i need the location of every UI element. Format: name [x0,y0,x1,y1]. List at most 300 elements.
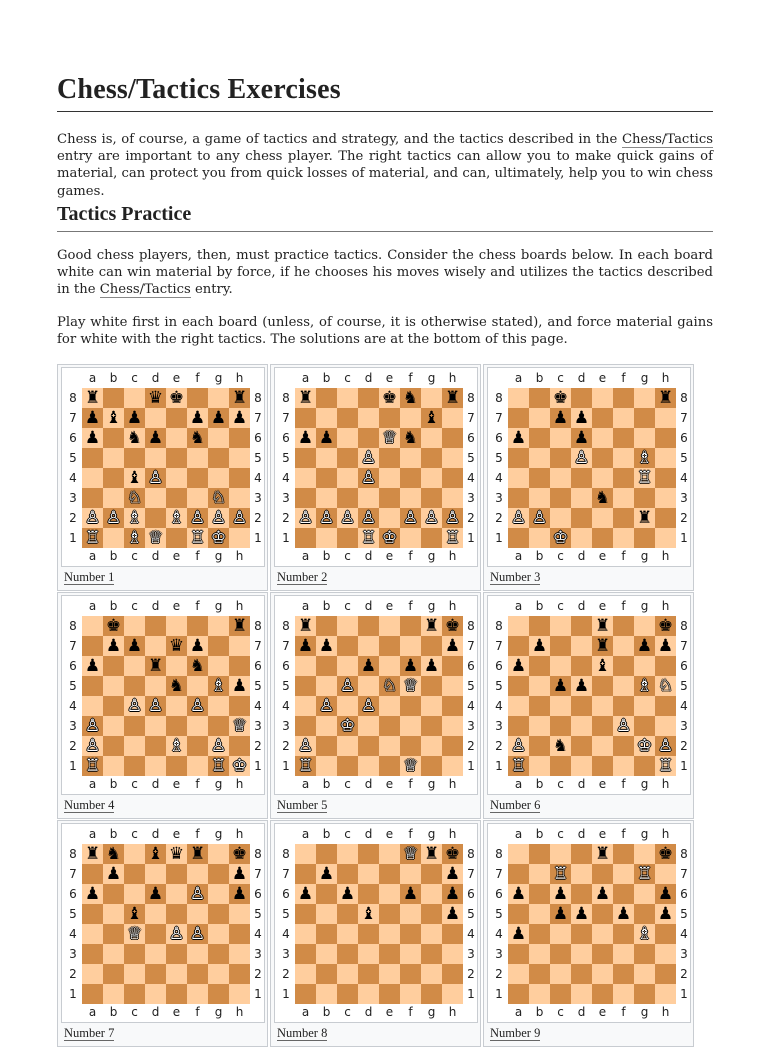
board-square [529,904,550,924]
black-pawn-icon: ♟ [147,883,164,904]
black-rook-icon: ♜ [423,615,440,636]
black-bishop-icon: ♝ [126,467,143,488]
rank-labels-right [676,844,692,1004]
file-label: e [598,1005,607,1019]
board-cell [483,592,694,819]
board-square [295,468,316,488]
board-square [295,636,316,656]
file-label: a [301,827,310,841]
file-label: a [514,549,523,563]
file-label: g [214,549,223,563]
board-square [379,964,400,984]
board-square [421,736,442,756]
board-square [82,656,103,676]
white-queen-icon: ♕ [231,715,248,736]
rank-label: 2 [254,739,262,753]
file-label: a [514,371,523,385]
rank-label: 6 [467,659,475,673]
rank-label: 2 [495,739,503,753]
white-king-icon: ♔ [231,755,248,776]
black-pawn-icon: ♟ [402,883,419,904]
board-square [145,488,166,508]
chessboard [82,844,250,1004]
file-labels-top [82,371,250,387]
board-square [295,904,316,924]
file-label: c [344,371,351,385]
file-label: g [214,777,223,791]
board-square [655,468,676,488]
file-label: c [344,599,351,613]
board-square [229,508,250,528]
board-square [229,676,250,696]
board-cell [483,364,694,591]
board-caption-link[interactable]: Number 8 [277,1026,328,1040]
board-square [634,864,655,884]
black-king-icon: ♚ [444,615,461,636]
board-square [571,944,592,964]
board-square [358,696,379,716]
board-square [655,904,676,924]
board-square [166,736,187,756]
board-square [508,964,529,984]
file-label: d [577,1005,586,1019]
file-label: c [344,1005,351,1019]
board-square [571,736,592,756]
rank-label: 1 [69,987,77,1001]
black-rook-icon: ♜ [84,387,101,408]
board-square [592,428,613,448]
board-square [295,716,316,736]
board-square [316,508,337,528]
black-queen-icon: ♛ [147,387,164,408]
board-square [187,716,208,736]
board-square [421,636,442,656]
board-square [187,388,208,408]
board-square [529,944,550,964]
board-square [421,864,442,884]
rank-label: 1 [254,987,262,1001]
board-square [613,864,634,884]
file-label: b [322,827,331,841]
board-square [529,616,550,636]
black-knight-icon: ♞ [402,427,419,448]
board-square [166,528,187,548]
board-square [571,756,592,776]
board-square [592,964,613,984]
board-square [529,884,550,904]
board-square [82,508,103,528]
board-square [571,388,592,408]
board-square [166,844,187,864]
file-labels-bottom [82,777,250,793]
white-pawn-icon: ♙ [423,507,440,528]
board-square [229,408,250,428]
rank-label: 2 [282,511,290,525]
board-square [82,388,103,408]
board-square [379,884,400,904]
board-square [550,528,571,548]
board-square [337,528,358,548]
file-label: g [427,777,436,791]
black-rook-icon: ♜ [594,635,611,656]
board-square [358,984,379,1004]
file-label: g [427,827,436,841]
board-square [337,636,358,656]
board-square [187,984,208,1004]
rank-label: 3 [467,491,475,505]
board-square [379,904,400,924]
board-square [208,468,229,488]
board-square [571,984,592,1004]
board-square [379,528,400,548]
rank-label: 3 [680,947,688,961]
file-label: g [214,1005,223,1019]
board-square [508,884,529,904]
rank-label: 2 [282,739,290,753]
board-square [508,388,529,408]
file-label: e [172,827,181,841]
board-square [316,656,337,676]
board-square [208,864,229,884]
rank-label: 6 [680,659,688,673]
board-square [145,944,166,964]
board-square [634,528,655,548]
file-label: d [151,371,160,385]
board-square [337,616,358,636]
white-pawn-icon: ♙ [360,695,377,716]
board-square [208,636,229,656]
file-label: d [364,549,373,563]
board-square [358,924,379,944]
white-pawn-icon: ♙ [147,695,164,716]
board-square [82,616,103,636]
board-square [337,676,358,696]
board-square [634,716,655,736]
file-label: d [151,599,160,613]
white-pawn-icon: ♙ [84,715,101,736]
file-label: h [448,599,457,613]
board-caption-link[interactable]: Number 3 [490,570,541,584]
board-square [613,448,634,468]
rank-label: 6 [495,887,503,901]
board-square [337,428,358,448]
board-caption-link[interactable]: Number 2 [277,570,328,584]
board-square [358,736,379,756]
white-pawn-icon: ♙ [510,507,527,528]
board-square [124,408,145,428]
board-square [442,656,463,676]
board-square [208,924,229,944]
board-caption-link[interactable]: Number 9 [490,1026,541,1040]
rank-label: 4 [69,699,77,713]
board-square [379,408,400,428]
board-square [316,408,337,428]
board-square [655,924,676,944]
rank-label: 5 [282,679,290,693]
board-square [442,696,463,716]
black-king-icon: ♚ [657,615,674,636]
rank-label: 2 [467,511,475,525]
board-square [295,428,316,448]
board-square [571,488,592,508]
chess-tactics-link[interactable]: Chess/Tactics [621,132,713,147]
board-square [379,448,400,468]
file-label: e [172,549,181,563]
board-square [400,616,421,636]
black-pawn-icon: ♟ [231,407,248,428]
board-square [187,428,208,448]
board-square [550,716,571,736]
board-square [187,944,208,964]
board-square [337,944,358,964]
rank-label: 7 [495,867,503,881]
white-bishop-icon: ♗ [126,527,143,548]
board-square [103,636,124,656]
board-square [508,428,529,448]
rank-label: 8 [495,847,503,861]
board-square [634,676,655,696]
board-square [316,716,337,736]
chessboard [295,388,463,548]
file-label: h [235,827,244,841]
board-square [634,696,655,716]
board-caption-link[interactable]: Number 5 [277,798,328,812]
board-square [634,468,655,488]
rank-label: 7 [69,411,77,425]
file-label: b [109,1005,118,1019]
black-pawn-icon: ♟ [297,635,314,656]
board-square [550,676,571,696]
file-label: d [364,1005,373,1019]
board-square [337,864,358,884]
file-label: d [577,827,586,841]
white-rook-icon: ♖ [636,467,653,488]
white-pawn-icon: ♙ [105,507,122,528]
board-square [613,408,634,428]
board-square [337,408,358,428]
board-square [400,388,421,408]
rank-label: 8 [680,847,688,861]
file-label: c [557,777,564,791]
board-square [529,388,550,408]
rank-label: 4 [254,927,262,941]
intro-paragraph [57,131,713,200]
rank-label: 7 [282,639,290,653]
board-square [634,884,655,904]
board-square [145,408,166,428]
board-square [634,448,655,468]
black-rook-icon: ♜ [231,387,248,408]
file-label: g [214,599,223,613]
board-square [82,636,103,656]
white-pawn-icon: ♙ [360,507,377,528]
chess-tactics-link-2[interactable]: Chess/Tactics [99,282,191,298]
board-square [82,924,103,944]
black-pawn-icon: ♟ [84,883,101,904]
white-pawn-icon: ♙ [318,507,335,528]
file-label: a [88,827,97,841]
board-square [316,676,337,696]
board-square [655,428,676,448]
practice-text-2: entry. [190,282,233,298]
board-caption-link[interactable]: Number 1 [64,570,115,584]
black-bishop-icon: ♝ [594,655,611,676]
rank-labels-left [65,616,81,776]
file-labels-top [508,827,676,843]
black-pawn-icon: ♟ [573,675,590,696]
rank-label: 1 [282,531,290,545]
board-square [145,388,166,408]
board-square [208,964,229,984]
practice-paragraph [57,247,713,299]
board-square [529,448,550,468]
file-label: g [640,777,649,791]
rank-labels-left [491,844,507,1004]
file-label: b [535,599,544,613]
board-square [187,696,208,716]
board-square [508,488,529,508]
file-labels-bottom [82,1005,250,1021]
board-square [208,616,229,636]
board-square [166,964,187,984]
file-label: d [151,777,160,791]
board-caption-link[interactable]: Number 6 [490,798,541,812]
file-label: b [109,549,118,563]
board-square [400,528,421,548]
board-square [124,388,145,408]
board-square [103,716,124,736]
rank-label: 1 [495,759,503,773]
black-rook-icon: ♜ [147,655,164,676]
board-square [82,844,103,864]
board-square [529,964,550,984]
board-square [337,388,358,408]
board-square [358,428,379,448]
chessboard [82,388,250,548]
board-caption [490,570,540,585]
rank-label: 4 [467,927,475,941]
board-square [655,844,676,864]
board-square [103,448,124,468]
rank-label: 6 [495,659,503,673]
board-square [508,656,529,676]
board-square [229,696,250,716]
board-square [103,616,124,636]
black-pawn-icon: ♟ [510,427,527,448]
board-square [145,636,166,656]
rank-label: 7 [467,639,475,653]
board-square [337,716,358,736]
board-square [295,964,316,984]
board-square [145,884,166,904]
board-square [379,676,400,696]
board-square [337,468,358,488]
board-square [229,428,250,448]
board-square [208,528,229,548]
rank-label: 3 [467,719,475,733]
board-square [316,636,337,656]
board-caption-link[interactable]: Number 7 [64,1026,115,1040]
white-knight-icon: ♘ [210,487,227,508]
black-bishop-icon: ♝ [423,407,440,428]
white-rook-icon: ♖ [510,755,527,776]
rank-label: 8 [69,391,77,405]
board-square [508,844,529,864]
board-square [421,884,442,904]
board-square [529,676,550,696]
board-square [400,984,421,1004]
black-pawn-icon: ♟ [210,407,227,428]
board-square [442,984,463,1004]
white-bishop-icon: ♗ [168,507,185,528]
board-square [529,656,550,676]
board-square [229,864,250,884]
black-rook-icon: ♜ [636,507,653,528]
white-rook-icon: ♖ [444,527,461,548]
board-square [550,864,571,884]
board-square [508,904,529,924]
black-pawn-icon: ♟ [657,883,674,904]
file-label: e [385,827,394,841]
board-square [634,408,655,428]
file-label: e [385,599,394,613]
board-square [592,904,613,924]
board-square [166,884,187,904]
black-pawn-icon: ♟ [615,903,632,924]
file-label: d [577,777,586,791]
black-rook-icon: ♜ [594,615,611,636]
white-king-icon: ♔ [339,715,356,736]
board-square [634,944,655,964]
rank-label: 2 [254,511,262,525]
file-label: f [621,371,626,385]
board-caption-link[interactable]: Number 4 [64,798,115,812]
rank-label: 8 [467,391,475,405]
board-square [421,408,442,428]
file-label: b [535,371,544,385]
board-square [508,716,529,736]
board-square [82,528,103,548]
board-square [103,864,124,884]
file-label: d [364,599,373,613]
file-label: h [661,1005,670,1019]
board-square [550,924,571,944]
board-square [529,864,550,884]
board-square [145,428,166,448]
board-square [379,656,400,676]
file-label: f [195,599,200,613]
rank-label: 5 [282,451,290,465]
board-square [187,964,208,984]
board-square [103,756,124,776]
file-label: g [640,1005,649,1019]
board-square [529,488,550,508]
file-label: a [514,1005,523,1019]
board-square [208,656,229,676]
board-square [145,924,166,944]
rank-labels-left [491,388,507,548]
white-bishop-icon: ♗ [210,675,227,696]
file-label: a [88,1005,97,1019]
chessboard [295,616,463,776]
board-square [103,696,124,716]
board-square [208,884,229,904]
rank-label: 6 [467,431,475,445]
chess-diagram [487,823,691,1023]
rank-label: 8 [680,391,688,405]
file-label: b [535,549,544,563]
rank-label: 6 [282,659,290,673]
